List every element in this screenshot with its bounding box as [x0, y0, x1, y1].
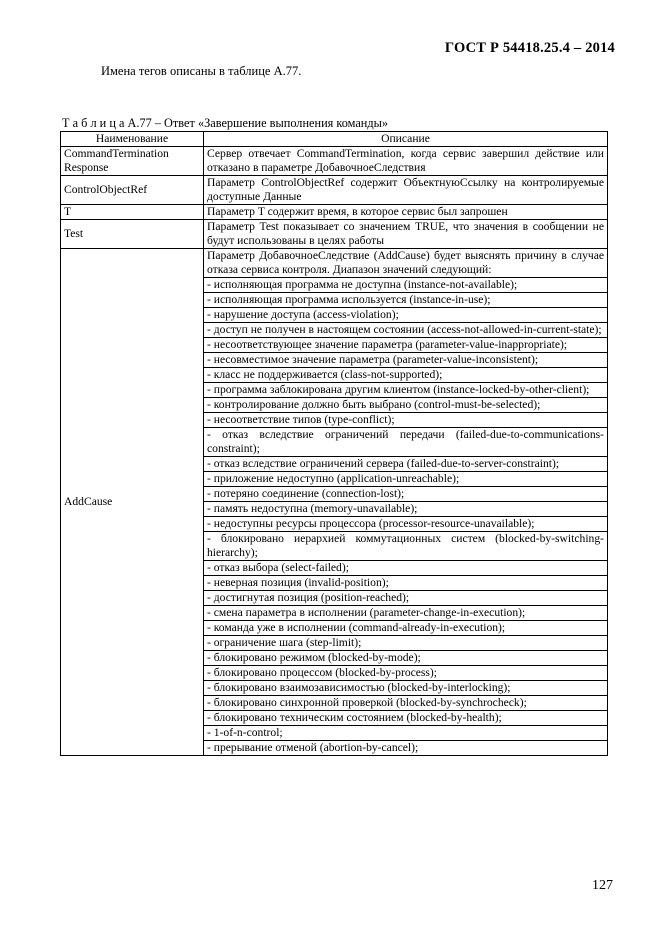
addcause-value: - блокировано техническим состоянием (blocked-by-health); [204, 711, 608, 726]
addcause-value: - отказ выбора (select-failed); [204, 561, 608, 576]
addcause-value: - контролирование должно быть выбрано (control-must-be-selected); [204, 398, 608, 413]
row-name: ControlObjectRef [61, 176, 204, 205]
row-description: Сервер отвечает CommandTermination, когда сервис завершил действие или отказано в параметре ДобавочноеСледствия [204, 147, 608, 176]
response-table [60, 131, 608, 756]
table-row [61, 147, 608, 176]
addcause-value: - приложение недоступно (application-unreachable); [204, 472, 608, 487]
addcause-name: AddCause [61, 249, 204, 756]
row-description: Параметр ControlObjectRef содержит ОбъектнуюСсылку на контролируемые доступные Данные [204, 176, 608, 205]
addcause-value: - доступ не получен в настоящем состоянии (access-not-allowed-in-current-state); [204, 323, 608, 338]
addcause-value: - несоответствие типов (type-conflict); [204, 413, 608, 428]
page-number: 127 [592, 878, 613, 893]
table-row [61, 176, 608, 205]
row-name: Test [61, 220, 204, 249]
table-caption: Т а б л и ц а А.77 – Ответ «Завершение выполнения команды» [62, 116, 389, 130]
addcause-value: - команда уже в исполнении (command-already-in-execution); [204, 621, 608, 636]
row-description: Параметр Test показывает со значением TRUE, что значения в сообщении не будут использованы в целях работы [204, 220, 608, 249]
addcause-value: - 1-of-n-control; [204, 726, 608, 741]
row-description: Параметр T содержит время, в которое сервис был запрошен [204, 205, 608, 220]
intro-text: Имена тегов описаны в таблице А.77. [101, 64, 302, 78]
addcause-value: - ограничение шага (step-limit); [204, 636, 608, 651]
addcause-value: - программа заблокирована другим клиентом (instance-locked-by-other-client); [204, 383, 608, 398]
addcause-value: - память недоступна (memory-unavailable); [204, 502, 608, 517]
table-row [61, 220, 608, 249]
addcause-value: - блокировано синхронной проверкой (blocked-by-synchrocheck); [204, 696, 608, 711]
row-name: CommandTermination Response [61, 147, 204, 176]
standard-number: ГОСТ Р 54418.25.4 – 2014 [444, 40, 615, 56]
addcause-value: - потеряно соединение (connection-lost); [204, 487, 608, 502]
addcause-value: - класс не поддерживается (class-not-supported); [204, 368, 608, 383]
addcause-value: - неверная позиция (invalid-position); [204, 576, 608, 591]
addcause-value: - смена параметра в исполнении (parameter-change-in-execution); [204, 606, 608, 621]
column-header-name: Наименование [61, 132, 204, 147]
addcause-value: - несоответствующее значение параметра (parameter-value-inappropriate); [204, 338, 608, 353]
addcause-value: - прерывание отменой (abortion-by-cancel); [204, 741, 608, 756]
addcause-value: - блокировано режимом (blocked-by-mode); [204, 651, 608, 666]
table-header-row [61, 132, 608, 147]
addcause-value: - недоступны ресурсы процессора (processor-resource-unavailable); [204, 517, 608, 532]
addcause-value: - блокировано взаимозависимостью (blocked-by-interlocking); [204, 681, 608, 696]
addcause-value: - блокировано процессом (blocked-by-process); [204, 666, 608, 681]
addcause-value: - отказ вследствие ограничений передачи (failed-due-to-communications-constraint); [204, 428, 608, 457]
column-header-description: Описание [204, 132, 608, 147]
row-name: T [61, 205, 204, 220]
table-row [61, 205, 608, 220]
addcause-value: - блокировано иерархией коммутационных систем (blocked-by-switching-hierarchy); [204, 532, 608, 561]
addcause-value: Параметр ДобавочноеСледствие (AddCause) будет выяснять причину в случае отказа сервиса контроля. Диапазон значений следующий: [204, 249, 608, 278]
addcause-value: - отказ вследствие ограничений сервера (failed-due-to-server-constraint); [204, 457, 608, 472]
addcause-value: - исполняющая программа используется (instance-in-use); [204, 293, 608, 308]
addcause-row [61, 249, 608, 278]
addcause-value: - исполняющая программа не доступна (instance-not-available); [204, 278, 608, 293]
addcause-value: - нарушение доступа (access-violation); [204, 308, 608, 323]
addcause-value: - достигнутая позиция (position-reached); [204, 591, 608, 606]
addcause-value: - несовместимое значение параметра (parameter-value-inconsistent); [204, 353, 608, 368]
